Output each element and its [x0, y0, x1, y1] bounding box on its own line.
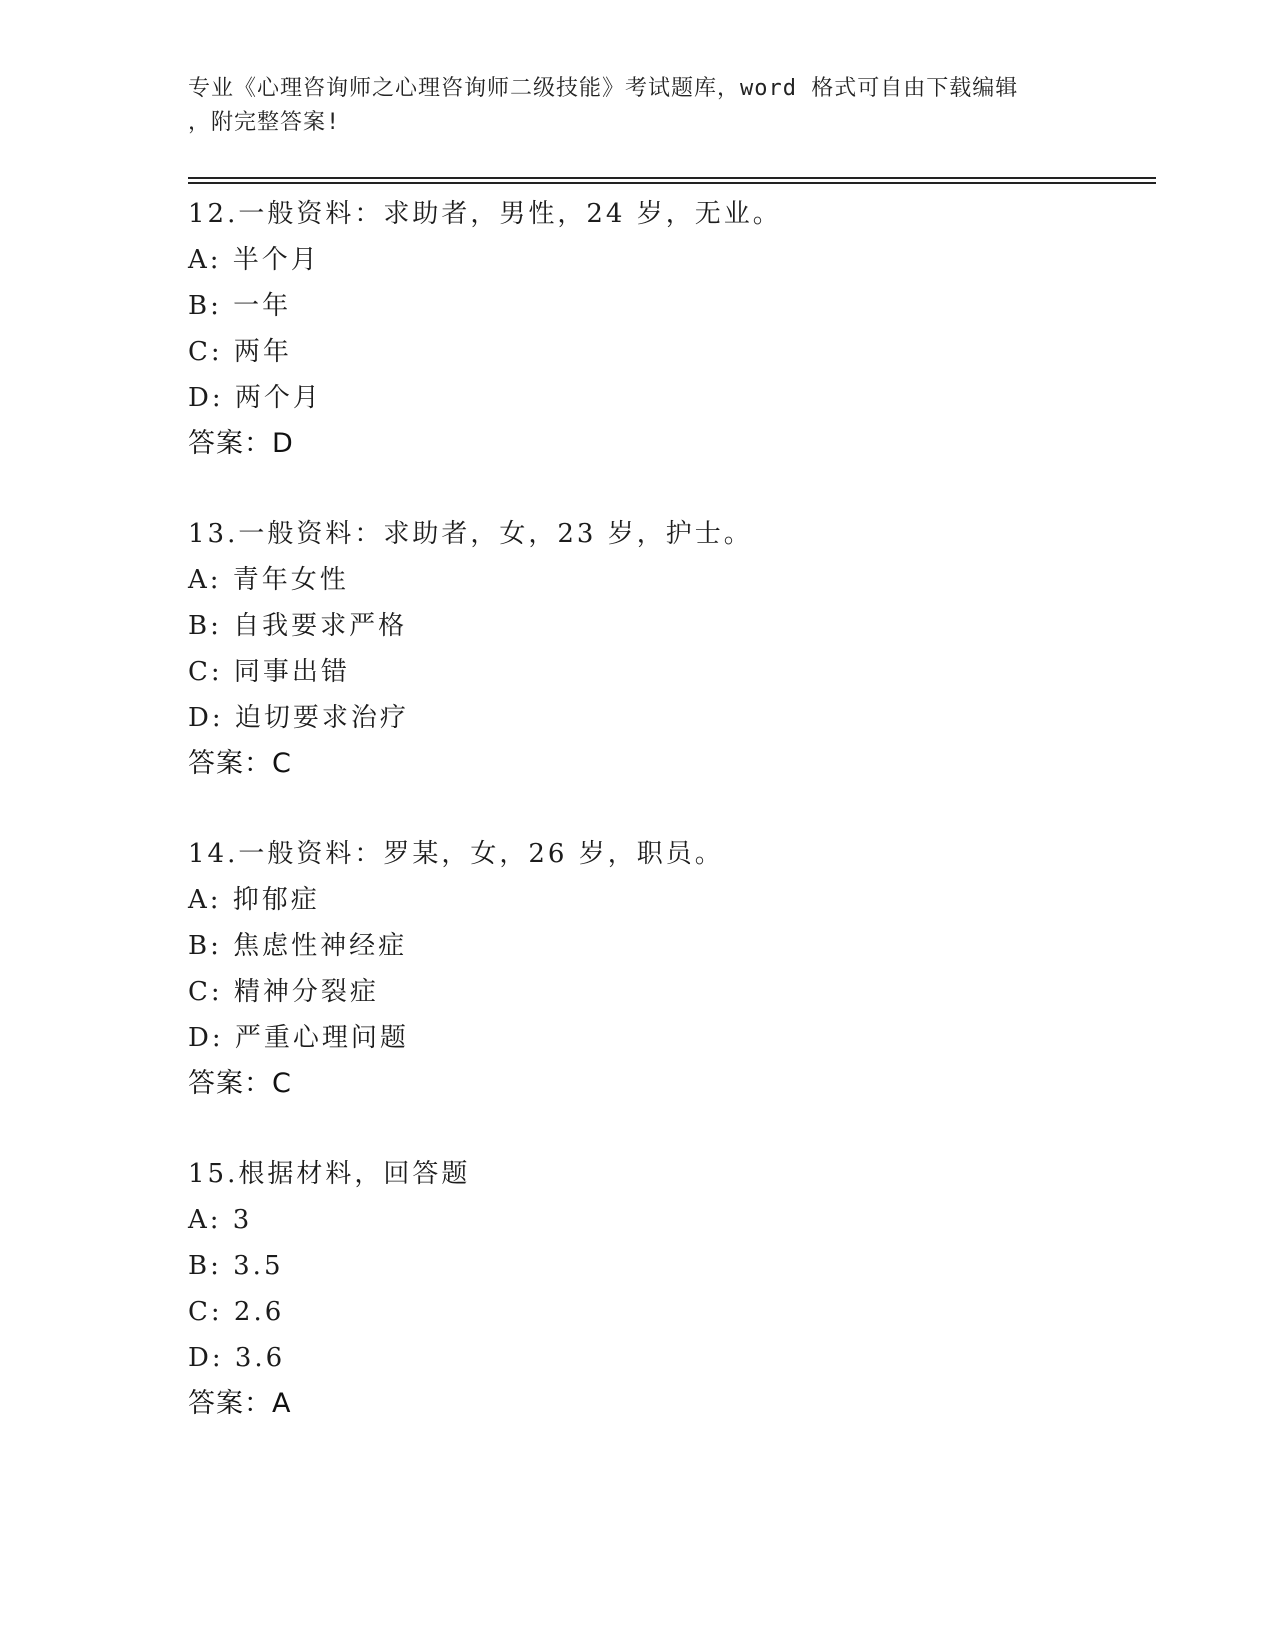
header-divider-bottom [188, 182, 1156, 184]
header-line-2: ，附完整答案! [188, 110, 341, 135]
option-d: D: 3.6 [188, 1343, 286, 1373]
option-d: D: 严重心理问题 [188, 1023, 409, 1053]
answer-line: 答案：A [188, 1388, 292, 1419]
header-divider-top [188, 177, 1156, 179]
question-13 [188, 511, 1148, 787]
header-line-1: 专业《心理咨询师之心理咨询师二级技能》考试题库，word 格式可自由下载编辑 [188, 76, 1019, 101]
option-d: D: 两个月 [188, 383, 322, 413]
option-c: C: 精神分裂症 [188, 977, 379, 1007]
option-c: C: 2.6 [188, 1297, 285, 1327]
question-12 [188, 191, 1148, 467]
option-d: D: 迫切要求治疗 [188, 703, 409, 733]
question-stem: 13.一般资料：求助者，女，23 岁，护士。 [188, 519, 753, 549]
option-b: B: 一年 [188, 291, 292, 321]
question-15 [188, 1151, 1148, 1427]
answer-line: 答案：C [188, 748, 292, 779]
option-c: C: 同事出错 [188, 657, 350, 687]
option-b: B: 自我要求严格 [188, 611, 408, 641]
option-a: A: 青年女性 [188, 565, 349, 595]
option-a: A: 3 [188, 1205, 253, 1235]
question-stem: 14.一般资料：罗某，女，26 岁，职员。 [188, 839, 724, 869]
question-14 [188, 831, 1148, 1107]
option-c: C: 两年 [188, 337, 292, 367]
answer-line: 答案：C [188, 1068, 292, 1099]
document-header [188, 72, 1088, 140]
question-stem: 12.一般资料：求助者，男性，24 岁，无业。 [188, 199, 782, 229]
question-stem: 15.根据材料，回答题 [188, 1159, 471, 1189]
option-a: A: 半个月 [188, 245, 320, 275]
option-b: B: 3.5 [188, 1251, 284, 1281]
option-b: B: 焦虑性神经症 [188, 931, 408, 961]
option-a: A: 抑郁症 [188, 885, 320, 915]
answer-line: 答案：D [188, 428, 294, 459]
